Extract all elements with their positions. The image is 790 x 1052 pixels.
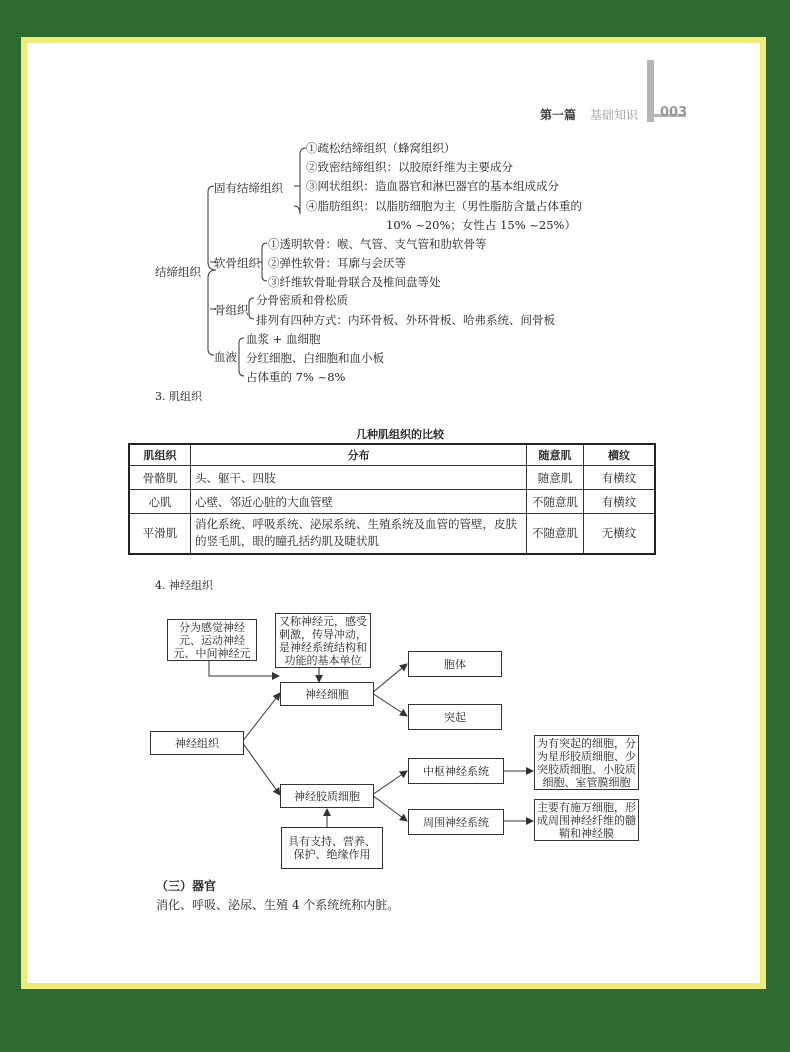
cell-dist: 头、躯干、四肢 <box>191 466 527 490</box>
organs-text: 消化、呼吸、泌尿、生殖 4 个系统统称内脏。 <box>156 898 400 912</box>
bone-item-2: 排列有四种方式：内环骨板、外环骨板、哈弗系统、间骨板 <box>256 313 555 327</box>
cell-stri: 无横纹 <box>584 514 656 554</box>
blood-item-1: 血浆 + 血细胞 <box>246 332 321 346</box>
blood-item-3: 占体重的 7% ~8% <box>246 370 346 384</box>
cell-vol: 不随意肌 <box>527 490 584 514</box>
cell-name: 骨骼肌 <box>129 466 191 490</box>
page-number: 003 <box>660 105 688 120</box>
header-topic: 基础知识 <box>590 108 639 122</box>
organs-heading: （三）器官 <box>156 879 217 893</box>
cell-dist: 消化系统、呼吸系统、泌尿系统、生殖系统及血管的管壁，皮肤的竖毛肌，眼的瞳孔括约肌及睫状肌 <box>191 514 527 554</box>
pns-box: 周围神经系统 <box>408 809 504 835</box>
cell-name: 心肌 <box>129 490 191 514</box>
cartilage-item-2: ②弹性软骨：耳廓与会厌等 <box>268 256 406 270</box>
connective-root: 结缔组织 <box>155 265 201 279</box>
cartilage-label: 软骨组织 <box>214 256 260 270</box>
cell-vol: 随意肌 <box>527 466 584 490</box>
fixed-item-1: ①疏松结缔组织（蜂窝组织） <box>306 141 456 155</box>
fixed-item-3: ③网状组织：造血器官和淋巴器官的基本组成成分 <box>306 179 559 193</box>
cell-name: 平滑肌 <box>129 514 191 554</box>
muscle-table-title: 几种肌组织的比较 <box>356 428 444 441</box>
bone-label: 骨组织 <box>214 303 249 317</box>
header-section: 第一篇 <box>540 108 577 122</box>
glia-box: 神经胶质细胞 <box>280 784 374 808</box>
muscle-heading: 3. 肌组织 <box>155 390 202 403</box>
col-header: 分布 <box>191 444 527 466</box>
cell-stri: 有横纹 <box>584 466 656 490</box>
cell-stri: 有横纹 <box>584 490 656 514</box>
col-header: 横纹 <box>584 444 656 466</box>
blood-item-2: 分红细胞、白细胞和血小板 <box>246 351 384 365</box>
nerve-heading: 4. 神经组织 <box>155 579 213 592</box>
bone-item-1: 分骨密质和骨松质 <box>256 293 348 307</box>
fixed-item-4-cont: 10% ~20%；女性占 15% ~25%） <box>386 218 576 232</box>
cell-dist: 心壁、邻近心脏的大血管壁 <box>191 490 527 514</box>
soma-box: 胞体 <box>408 651 502 677</box>
root-box: 神经组织 <box>150 731 244 755</box>
glia-note: 具有支持、营养、保护、绝缘作用 <box>281 827 383 869</box>
pns-note: 主要有施万细胞，形成周围神经纤维的髓鞘和神经膜 <box>534 799 639 841</box>
cns-note: 为有突起的细胞，分为星形胶质细胞、少突胶质细胞、小胶质细胞、室管膜细胞 <box>534 735 639 790</box>
neuron-note-b: 又称神经元，感受刺激，传导冲动，是神经系统结构和功能的基本单位 <box>275 613 371 668</box>
cell-vol: 不随意肌 <box>527 514 584 554</box>
cartilage-item-3: ③纤维软骨耻骨联合及椎间盘等处 <box>268 275 441 289</box>
process-box: 突起 <box>408 704 502 730</box>
fixed-item-2: ②致密结缔组织：以胶原纤维为主要成分 <box>306 160 513 174</box>
col-header: 肌组织 <box>129 444 191 466</box>
neuron-note-a: 分为感觉神经元、运动神经元、中间神经元 <box>167 619 257 661</box>
fixed-label: 固有结缔组织 <box>214 181 283 195</box>
neuron-box: 神经细胞 <box>280 682 374 706</box>
cns-box: 中枢神经系统 <box>408 758 504 784</box>
cartilage-item-1: ①透明软骨：喉、气管、支气管和肋软骨等 <box>268 237 487 251</box>
fixed-item-4: ④脂肪组织：以脂肪细胞为主（男性脂肪含量占体重的 <box>306 199 582 213</box>
col-header: 随意肌 <box>527 444 584 466</box>
blood-label: 血液 <box>214 350 237 364</box>
